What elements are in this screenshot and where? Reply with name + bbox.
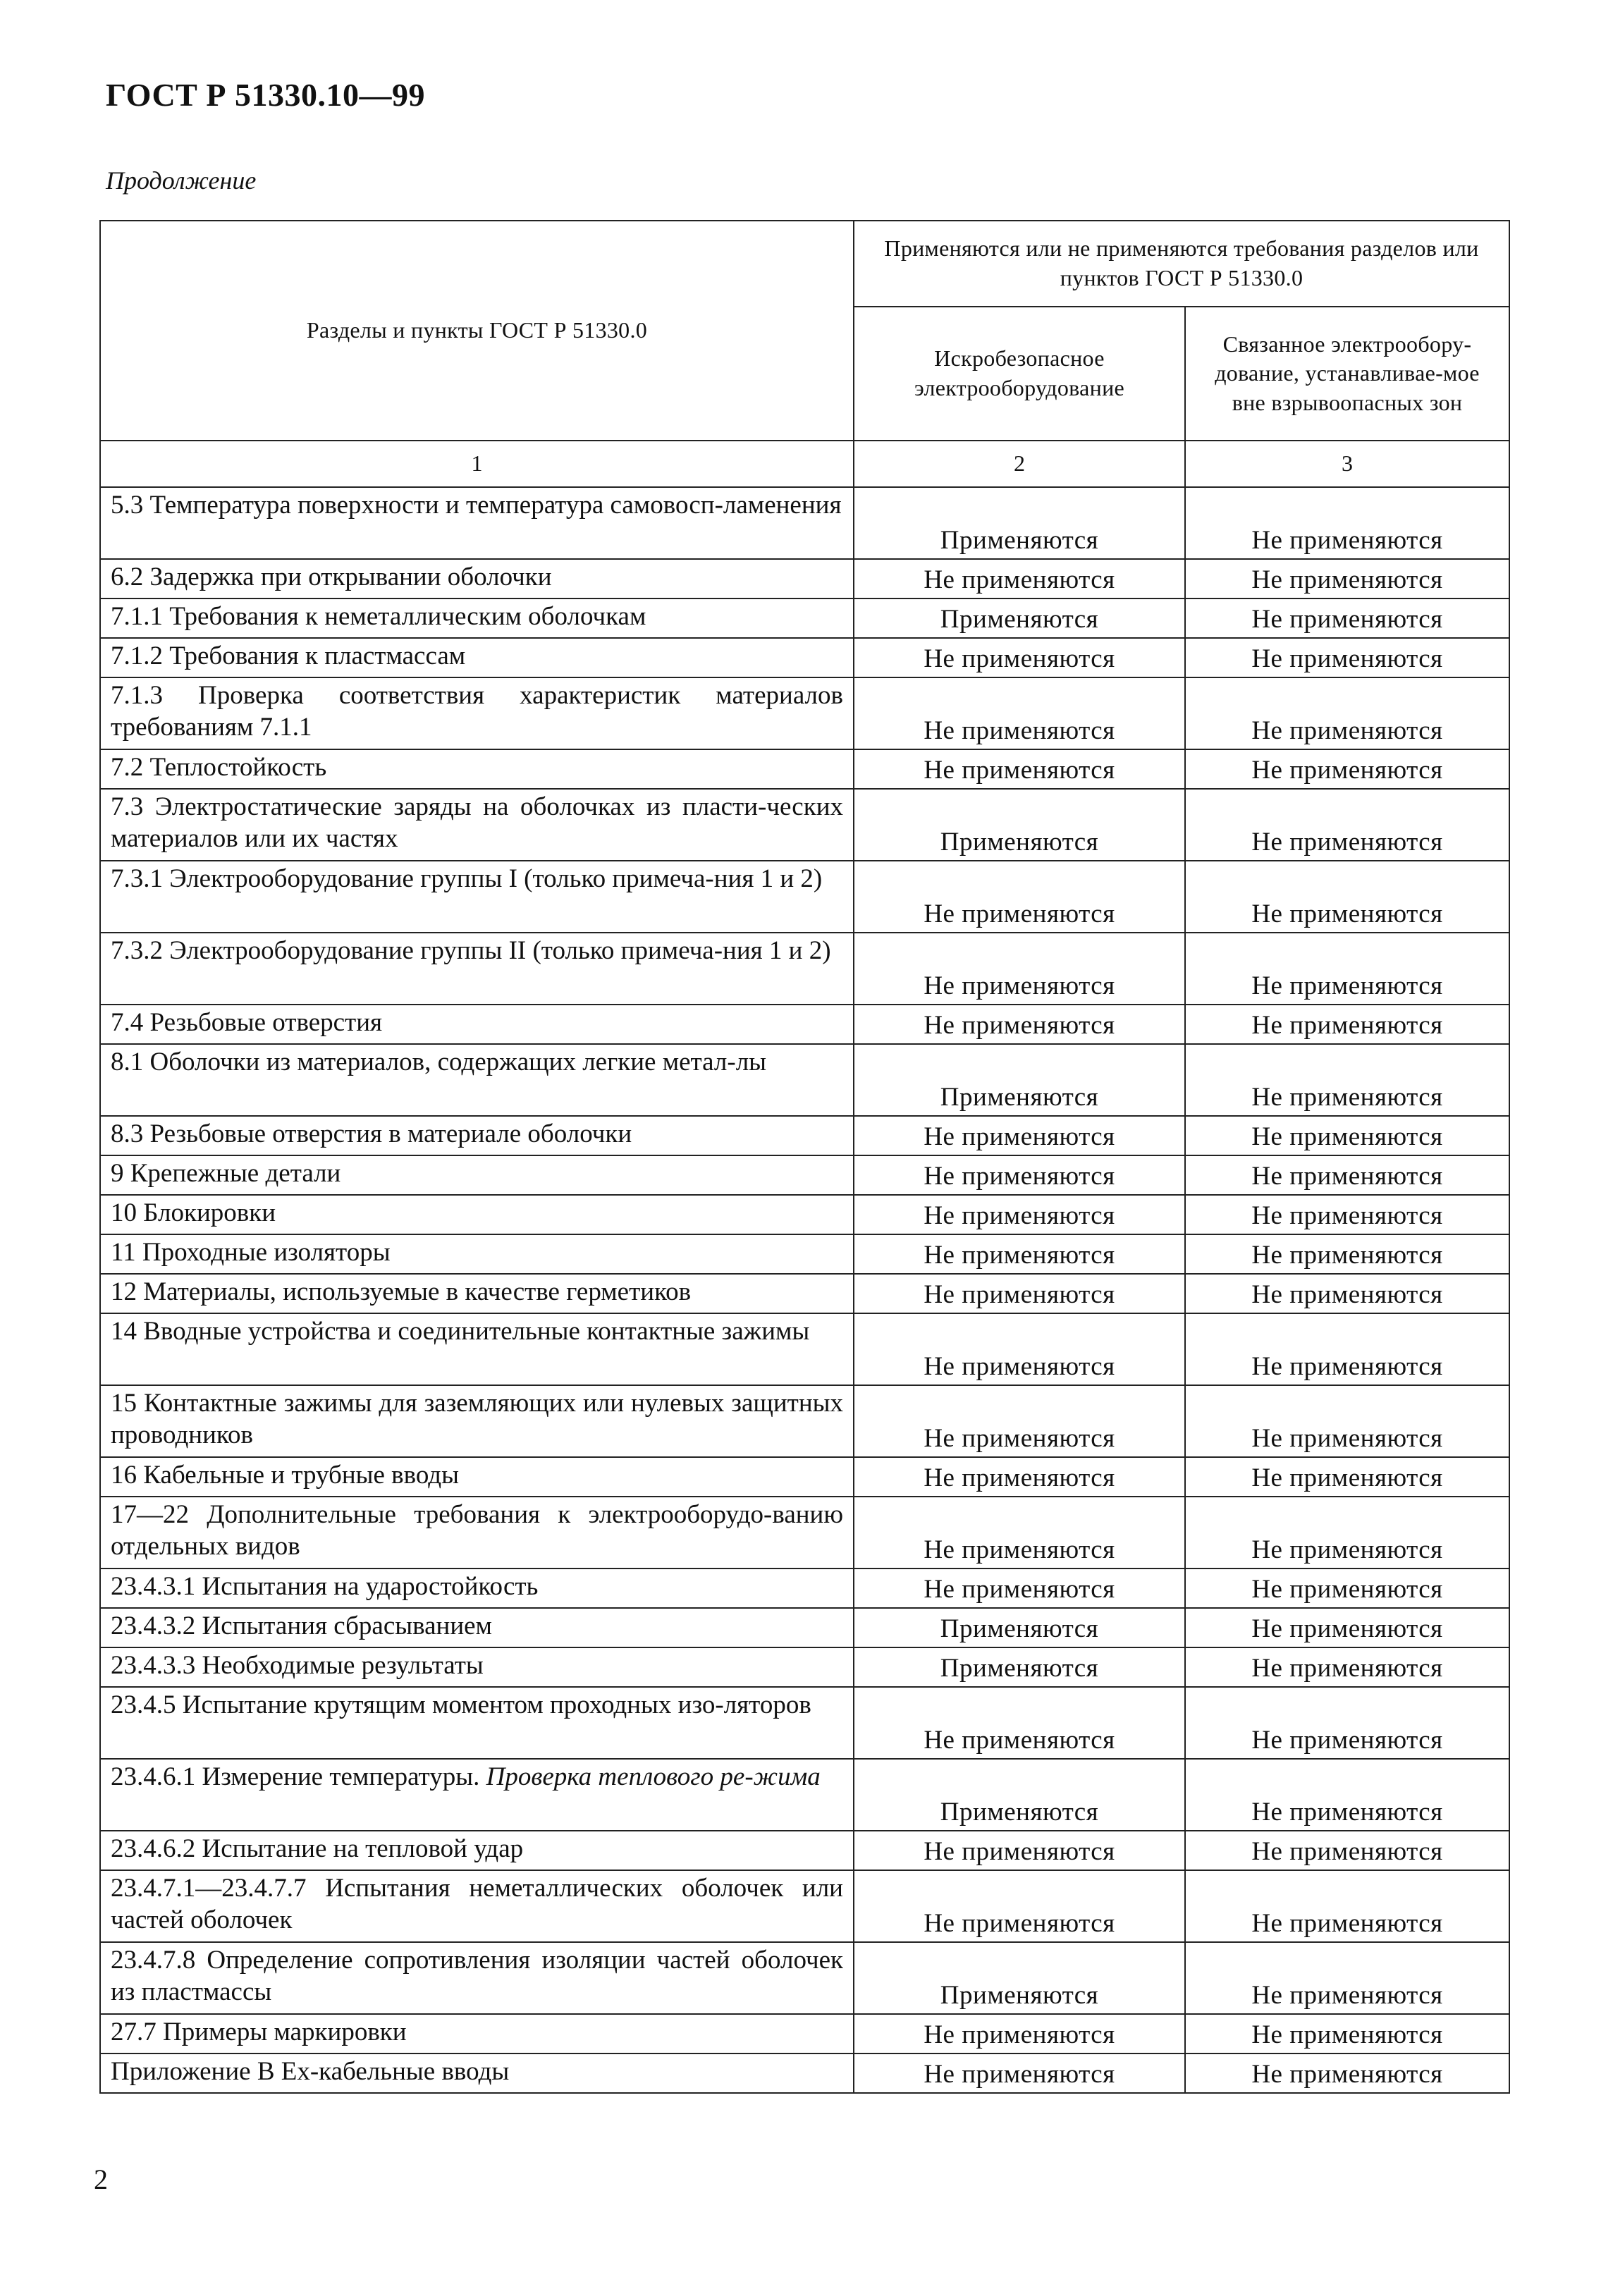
section-text: 8.1 Оболочки из материалов, содержащих легкие метал-лы [111,1048,767,1076]
intrinsically-safe-value: Применяются [854,487,1185,559]
section-text: 9 Крепежные детали [111,1159,341,1188]
associated-equipment-value: Не применяются [1185,1195,1509,1234]
table-row [100,1568,1509,1608]
associated-equipment-value: Не применяются [1185,487,1509,559]
section-cell [100,1116,854,1155]
associated-equipment-value: Не применяются [1185,1687,1509,1759]
section-cell [100,2053,854,2093]
section-cell [100,1687,854,1759]
section-cell [100,1274,854,1313]
intrinsically-safe-value: Применяются [854,1942,1185,2014]
intrinsically-safe-value: Не применяются [854,2014,1185,2053]
section-text: 23.4.7.1—23.4.7.7 Испытания неметаллических оболочек или частей оболочек [111,1874,843,1935]
section-cell [100,1005,854,1044]
intrinsically-safe-value: Не применяются [854,559,1185,598]
intrinsically-safe-value: Не применяются [854,1870,1185,1942]
column-number-2: 2 [854,441,1185,487]
associated-equipment-value: Не применяются [1185,1274,1509,1313]
table-row [100,933,1509,1005]
section-cell [100,749,854,789]
associated-equipment-value: Не применяются [1185,598,1509,638]
associated-equipment-value: Не применяются [1185,1831,1509,1870]
table-row [100,559,1509,598]
table-row [100,677,1509,749]
section-cell [100,1831,854,1870]
associated-equipment-value: Не применяются [1185,1647,1509,1687]
section-cell [100,1457,854,1497]
section-cell [100,1195,854,1234]
section-text: 15 Контактные зажимы для заземляющих или нулевых защитных проводников [111,1389,843,1450]
associated-equipment-value: Не применяются [1185,1155,1509,1195]
associated-equipment-value: Не применяются [1185,1234,1509,1274]
intrinsically-safe-value: Не применяются [854,677,1185,749]
section-text: 14 Вводные устройства и соединительные контактные зажимы [111,1317,810,1346]
section-text: 5.3 Температура поверхности и температура самовосп-ламенения [111,491,842,520]
intrinsically-safe-value: Применяются [854,1044,1185,1116]
section-cell [100,1647,854,1687]
section-text: 11 Проходные изоляторы [111,1238,391,1267]
table-row [100,638,1509,677]
intrinsically-safe-value: Не применяются [854,2053,1185,2093]
associated-equipment-value: Не применяются [1185,749,1509,789]
page-number: 2 [94,2163,108,2195]
associated-equipment-value: Не применяются [1185,1116,1509,1155]
table-body [100,487,1509,2093]
section-text: 23.4.6.2 Испытание на тепловой удар [111,1834,524,1863]
table-row [100,861,1509,933]
section-text-italic: Проверка теплового ре-жима [486,1762,821,1791]
table-row [100,1044,1509,1116]
associated-equipment-value: Не применяются [1185,2053,1509,2093]
section-cell [100,1155,854,1195]
section-cell [100,1234,854,1274]
associated-equipment-value: Не применяются [1185,1313,1509,1385]
section-cell [100,789,854,861]
section-cell [100,1942,854,2014]
section-text: 7.1.2 Требования к пластмассам [111,641,466,670]
table-row [100,1116,1509,1155]
section-text: 7.3 Электростатические заряды на оболочках из пласти-ческих материалов или их частях [111,792,843,854]
section-text: 23.4.7.8 Определение сопротивления изоляции частей оболочек из пластмассы [111,1946,843,2007]
section-cell [100,933,854,1005]
table-row [100,1647,1509,1687]
section-cell [100,1044,854,1116]
table-row [100,1274,1509,1313]
table-row [100,1687,1509,1759]
table-row [100,1234,1509,1274]
requirements-table [99,220,1510,2094]
section-cell [100,559,854,598]
section-text: 6.2 Задержка при открывании оболочки [111,563,552,591]
table-row [100,487,1509,559]
associated-equipment-value: Не применяются [1185,559,1509,598]
section-text: 10 Блокировки [111,1198,276,1227]
header-sections: Разделы и пункты ГОСТ Р 51330.0 [100,221,854,441]
section-text: 7.1.1 Требования к неметаллическим оболочкам [111,602,646,631]
intrinsically-safe-value: Не применяются [854,1831,1185,1870]
intrinsically-safe-value: Не применяются [854,1274,1185,1313]
associated-equipment-value: Не применяются [1185,1005,1509,1044]
associated-equipment-value: Не применяются [1185,677,1509,749]
associated-equipment-value: Не применяются [1185,2014,1509,2053]
intrinsically-safe-value: Применяются [854,598,1185,638]
intrinsically-safe-value: Не применяются [854,1234,1185,1274]
table-row [100,1831,1509,1870]
associated-equipment-value: Не применяются [1185,1457,1509,1497]
section-text: 23.4.6.1 Измерение температуры. [111,1762,480,1791]
table-row [100,1155,1509,1195]
table-row [100,1195,1509,1234]
section-cell [100,1608,854,1647]
section-cell [100,598,854,638]
column-number-1: 1 [100,441,854,487]
associated-equipment-value: Не применяются [1185,789,1509,861]
associated-equipment-value: Не применяются [1185,933,1509,1005]
associated-equipment-value: Не применяются [1185,1385,1509,1457]
header-intrinsically-safe: Искробезопасное электрооборудование [854,307,1185,441]
associated-equipment-value: Не применяются [1185,1759,1509,1831]
column-number-3: 3 [1185,441,1509,487]
table-row [100,1385,1509,1457]
associated-equipment-value: Не применяются [1185,1608,1509,1647]
continuation-label: Продолжение [106,166,257,195]
document-number: ГОСТ Р 51330.10—99 [106,77,425,113]
section-text: 17—22 Дополнительные требования к электрооборудо-ванию отдельных видов [111,1500,843,1561]
section-cell [100,861,854,933]
section-cell [100,1313,854,1385]
section-cell [100,1870,854,1942]
section-text: Приложение В Ех-кабельные вводы [111,2057,510,2086]
intrinsically-safe-value: Не применяются [854,1155,1185,1195]
intrinsically-safe-value: Не применяются [854,1313,1185,1385]
associated-equipment-value: Не применяются [1185,638,1509,677]
section-text: 7.1.3 Проверка соответствия характеристик материалов требованиям 7.1.1 [111,681,843,742]
intrinsically-safe-value: Применяются [854,1608,1185,1647]
intrinsically-safe-value: Не применяются [854,1005,1185,1044]
section-cell [100,677,854,749]
section-text: 7.4 Резьбовые отверстия [111,1008,383,1037]
section-text: 16 Кабельные и трубные вводы [111,1461,459,1490]
section-cell [100,638,854,677]
table-row [100,1942,1509,2014]
section-text: 23.4.5 Испытание крутящим моментом проходных изо-ляторов [111,1690,811,1719]
section-cell [100,487,854,559]
table-row [100,2014,1509,2053]
intrinsically-safe-value: Не применяются [854,1195,1185,1234]
associated-equipment-value: Не применяются [1185,1568,1509,1608]
table-row [100,2053,1509,2093]
associated-equipment-value: Не применяются [1185,1870,1509,1942]
intrinsically-safe-value: Применяются [854,1647,1185,1687]
section-text: 23.4.3.2 Испытания сбрасыванием [111,1612,492,1640]
section-cell [100,1497,854,1568]
table-row [100,1005,1509,1044]
table-row [100,1608,1509,1647]
associated-equipment-value: Не применяются [1185,1044,1509,1116]
section-text: 23.4.3.3 Необходимые результаты [111,1651,484,1680]
section-cell [100,2014,854,2053]
table-row [100,598,1509,638]
intrinsically-safe-value: Не применяются [854,933,1185,1005]
intrinsically-safe-value: Не применяются [854,1116,1185,1155]
header-group-applicability: Применяются или не применяются требования разделов или пунктов ГОСТ Р 51330.0 [854,221,1509,307]
intrinsically-safe-value: Не применяются [854,638,1185,677]
associated-equipment-value: Не применяются [1185,1497,1509,1568]
table-row [100,1313,1509,1385]
section-text: 7.3.2 Электрооборудование группы II (только примеча-ния 1 и 2) [111,936,831,965]
associated-equipment-value: Не применяются [1185,861,1509,933]
intrinsically-safe-value: Не применяются [854,861,1185,933]
table-row [100,789,1509,861]
associated-equipment-value: Не применяются [1185,1942,1509,2014]
intrinsically-safe-value: Не применяются [854,1385,1185,1457]
section-cell [100,1385,854,1457]
intrinsically-safe-value: Применяются [854,1759,1185,1831]
intrinsically-safe-value: Не применяются [854,1457,1185,1497]
section-cell [100,1759,854,1831]
intrinsically-safe-value: Не применяются [854,1687,1185,1759]
intrinsically-safe-value: Не применяются [854,749,1185,789]
section-text: 12 Материалы, используемые в качестве герметиков [111,1277,692,1306]
intrinsically-safe-value: Не применяются [854,1568,1185,1608]
intrinsically-safe-value: Применяются [854,789,1185,861]
table-row [100,1457,1509,1497]
section-text: 7.3.1 Электрооборудование группы I (только примеча-ния 1 и 2) [111,864,823,893]
intrinsically-safe-value: Не применяются [854,1497,1185,1568]
header-associated-equipment: Связанное электрообору-дование, устанавливае-мое вне взрывоопасных зон [1185,307,1509,441]
table-row [100,749,1509,789]
section-text: 23.4.3.1 Испытания на ударостойкость [111,1572,539,1601]
section-text: 8.3 Резьбовые отверстия в материале оболочки [111,1119,632,1148]
table-row [100,1870,1509,1942]
table-row [100,1497,1509,1568]
section-text: 27.7 Примеры маркировки [111,2018,407,2046]
section-cell [100,1568,854,1608]
table-row [100,1759,1509,1831]
section-text: 7.2 Теплостойкость [111,753,327,782]
